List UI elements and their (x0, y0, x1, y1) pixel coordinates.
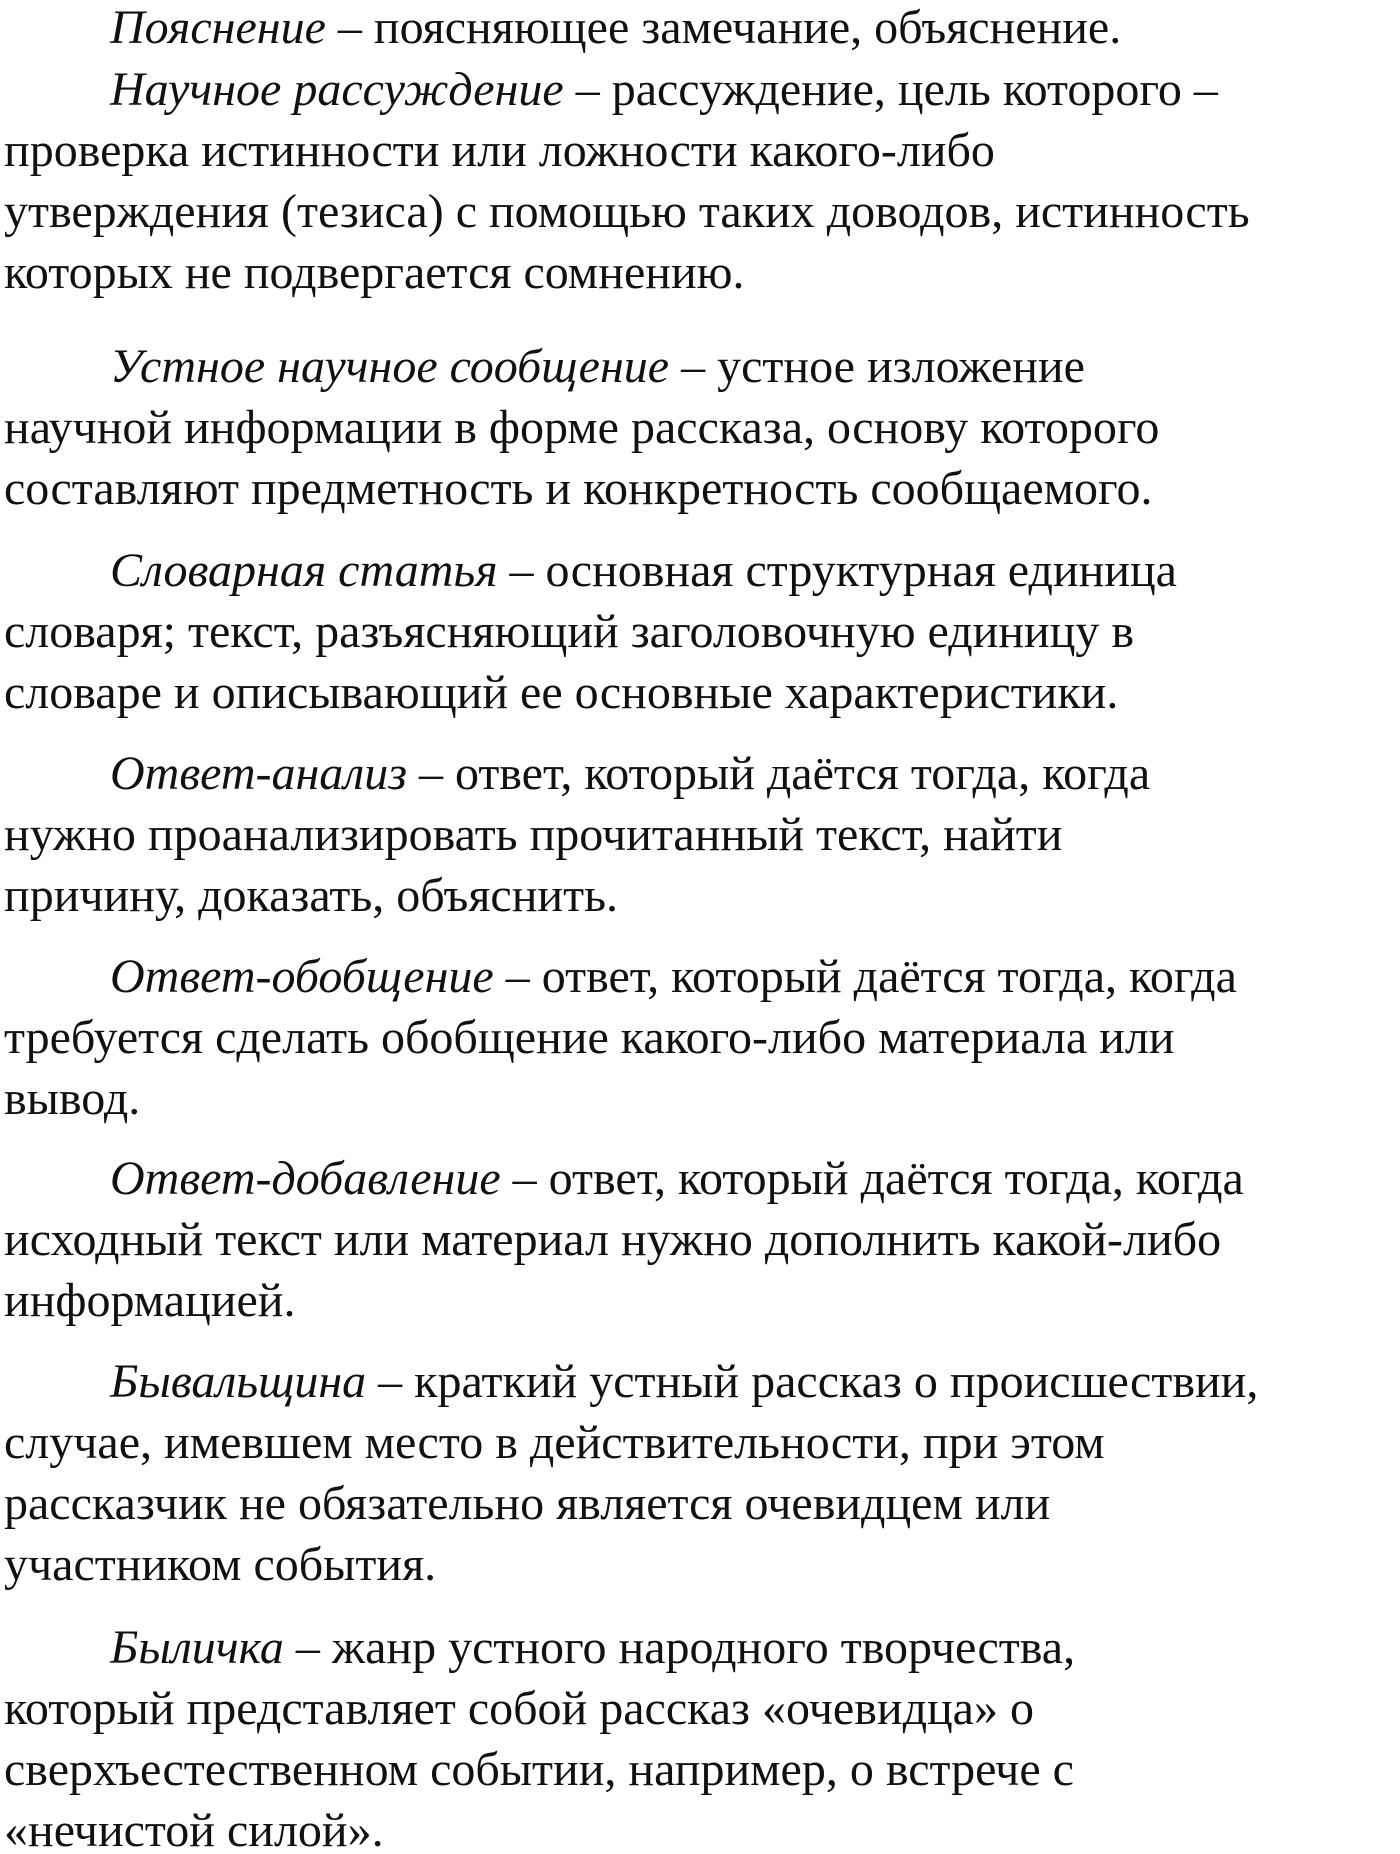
definition-text: – ответ, который даётся тогда, когда (406, 747, 1151, 800)
definition-entry (4, 946, 1400, 1129)
text-line (4, 1617, 1400, 1678)
text-line: нужно проанализировать прочитанный текст, найти (4, 808, 1063, 861)
text-line: участником события. (4, 1538, 437, 1591)
definition-text: – рассуждение, цель которого – (563, 63, 1218, 116)
text-line (4, 540, 1400, 601)
definition-term: Устное научное сообщение (110, 340, 670, 393)
definition-entry (4, 1351, 1400, 1595)
definition-text: – ответ, который даётся тогда, когда (493, 950, 1237, 1003)
definition-text: – основная структурная единица (497, 544, 1177, 597)
text-line (4, 59, 1400, 120)
text-line: словаре и описывающий ее основные характеристики. (4, 666, 1119, 719)
definition-text: – ответ, который даётся тогда, когда (500, 1152, 1244, 1205)
text-line (4, 336, 1400, 397)
definition-term: Ответ-добавление (110, 1152, 501, 1205)
definition-term: Ответ-анализ (110, 747, 407, 800)
text-line: проверка истинности или ложности какого-либо (4, 124, 995, 177)
definition-text: – поясняющее замечание, объяснение. (325, 1, 1122, 54)
text-line: научной информации в форме рассказа, основу которого (4, 401, 1160, 454)
definition-term: Научное рассуждение (110, 63, 564, 116)
text-line: рассказчик не обязательно является очевидцем или (4, 1477, 1051, 1530)
text-line (4, 0, 1400, 58)
definition-text: – жанр устного народного творчества, (283, 1621, 1076, 1674)
definition-entry (4, 540, 1400, 723)
definition-entry (4, 336, 1400, 519)
text-line: случае, имевшем место в действительности, при этом (4, 1416, 1105, 1469)
definition-text: – устное изложение (669, 340, 1085, 393)
definition-text: – краткий устный рассказ о происшествии, (366, 1355, 1259, 1408)
definition-entry (4, 1617, 1400, 1854)
text-line (4, 946, 1400, 1007)
text-line (4, 743, 1400, 804)
text-line: составляют предметность и конкретность сообщаемого. (4, 462, 1153, 515)
text-line: сверхъестественном событии, например, о встрече с (4, 1743, 1074, 1796)
definition-entry (4, 1148, 1400, 1331)
text-line: исходный текст или материал нужно дополнить какой-либо (4, 1213, 1222, 1266)
text-line: словаря; текст, разъясняющий заголовочную единицу в (4, 605, 1135, 658)
text-line (4, 1148, 1400, 1209)
definition-entry (4, 0, 1400, 58)
definition-term: Ответ-обобщение (110, 950, 494, 1003)
text-line: «нечистой силой». (4, 1804, 384, 1854)
text-line: который представляет собой рассказ «очевидца» о (4, 1682, 1034, 1735)
text-line: вывод. (4, 1072, 141, 1125)
text-line: утверждения (тезиса) с помощью таких доводов, истинность (4, 185, 1250, 238)
definition-term: Быличка (110, 1621, 284, 1674)
definition-entry (4, 743, 1400, 926)
text-line: которых не подвергается сомнению. (4, 246, 745, 299)
definition-term: Словарная статья (110, 544, 498, 597)
text-line: информацией. (4, 1274, 296, 1327)
definition-entry (4, 59, 1400, 303)
text-line: причину, доказать, объяснить. (4, 869, 618, 922)
definition-term: Бывальщина (110, 1355, 367, 1408)
text-line (4, 1351, 1400, 1412)
definition-term: Пояснение (110, 1, 326, 54)
text-line: требуется сделать обобщение какого-либо материала или (4, 1011, 1175, 1064)
